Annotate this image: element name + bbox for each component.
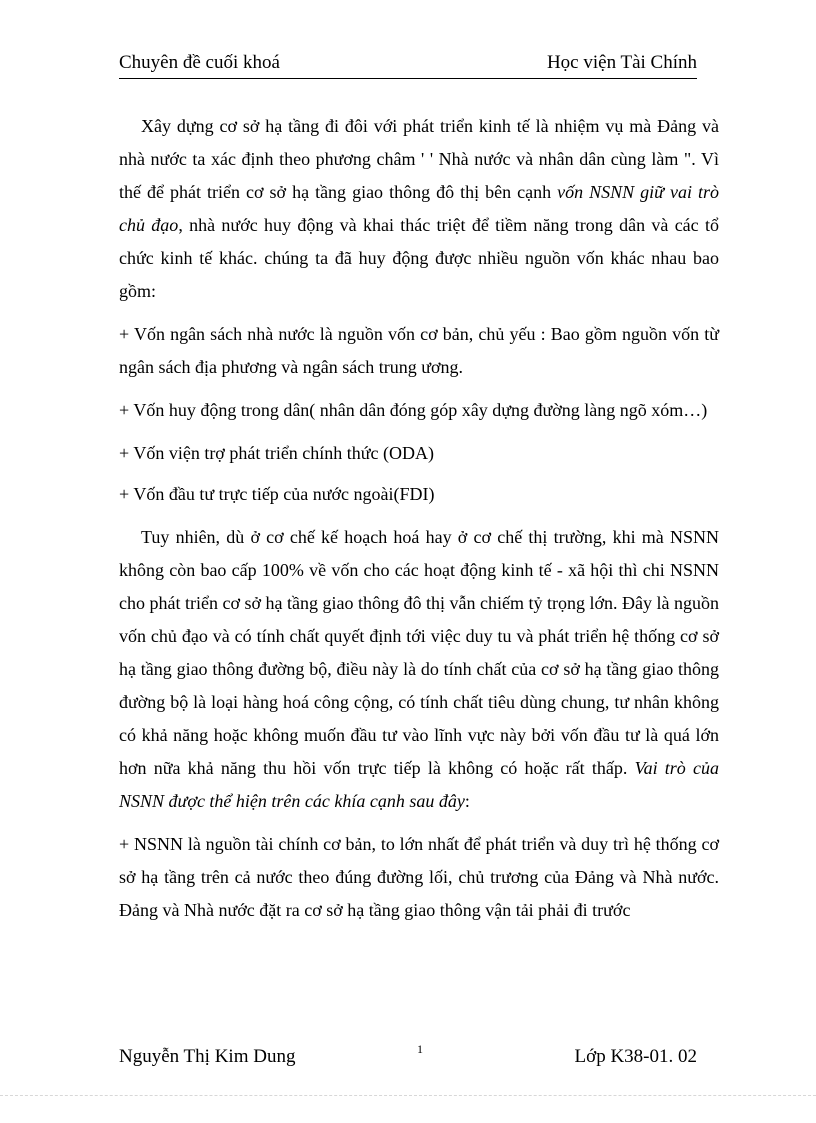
list-item-fdi: + Vốn đầu tư trực tiếp của nước ngoài(FDI) (119, 484, 435, 504)
list-item-oda: + Vốn viện trợ phát triển chính thức (ODA) (119, 443, 435, 463)
document-body (119, 110, 719, 937)
footer-class: Lớp K38-01. 02 (574, 1046, 697, 1067)
page-break-divider (0, 1095, 816, 1096)
footer-author: Nguyễn Thị Kim Dung (119, 1046, 296, 1067)
paragraph-role-emphasis: Vai trò của NSNN được thể hiện trên các khía cạnh sau đây (119, 758, 719, 811)
paragraph-role-part1: Tuy nhiên, dù ở cơ chế kế hoạch hoá hay ở cơ chế thị trường, khi mà NSNN không còn bao cấp 100% về vốn cho các hoạt động kinh tế - xã hội thì chi NSNN cho phát triển cơ sở hạ tầng giao thông đô thị vẫn chiếm tỷ trọng lớn. Đây là nguồn vốn chủ đạo và có tính chất quyết định tới việc duy tu và phát triển hệ thống cơ sở hạ tầng giao thông đường bộ, điều này là do tính chất của cơ sở hạ tầng giao thông đường bộ là loại hàng hoá công cộng, có tính chất tiêu dùng chung, tư nhân không có khả năng hoặc không muốn đầu tư vào lĩnh vực này bởi vốn đầu tư là quá lớn hơn nữa khả năng thu hồi vốn trực tiếp là không có hoặc rất thấp. (119, 527, 719, 778)
paragraph-intro (119, 110, 719, 308)
header-course-title: Chuyên đề cuối khoá (119, 52, 280, 73)
list-item-nsnn-role: + NSNN là nguồn tài chính cơ bản, to lớn nhất để phát triển và duy trì hệ thống cơ sở hạ tầng trên cả nước theo đúng đường lối, chủ trương của Đảng và Nhà nước. Đảng và Nhà nước đặt ra cơ sở hạ tầng giao thông vận tải phải đi trước (119, 834, 719, 920)
paragraph-intro-part1: Xây dựng cơ sở hạ tầng đi đôi với phát triển kinh tế là nhiệm vụ mà Đảng và nhà nước ta xác định theo phương châm ' ' Nhà nước và nhân dân cùng làm ". Vì thế để phát triển cơ sở hạ tầng giao thông đô thị bên cạnh (119, 116, 719, 202)
list-item-public-funds: + Vốn huy động trong dân( nhân dân đóng góp xây dựng đường làng ngõ xóm…) (119, 400, 708, 420)
page-number: 1 (417, 1042, 423, 1056)
page-footer (119, 1042, 697, 1076)
list-item-state-budget: + Vốn ngân sách nhà nước là nguồn vốn cơ bản, chủ yếu : Bao gồm nguồn vốn từ ngân sách địa phương và ngân sách trung ương. (119, 324, 719, 377)
header-institution: Học viện Tài Chính (546, 52, 697, 73)
page-header (119, 52, 697, 79)
paragraph-intro-emphasis: vốn NSNN giữ vai trò chủ đạo (119, 182, 719, 235)
paragraph-role (119, 521, 719, 818)
paragraph-intro-part2: , nhà nước huy động và khai thác triệt để tiềm năng trong dân và các tổ chức kinh tế khác. chúng ta đã huy động được nhiều nguồn vốn khác nhau bao gồm: (119, 215, 719, 301)
paragraph-role-part2: : (464, 791, 470, 811)
